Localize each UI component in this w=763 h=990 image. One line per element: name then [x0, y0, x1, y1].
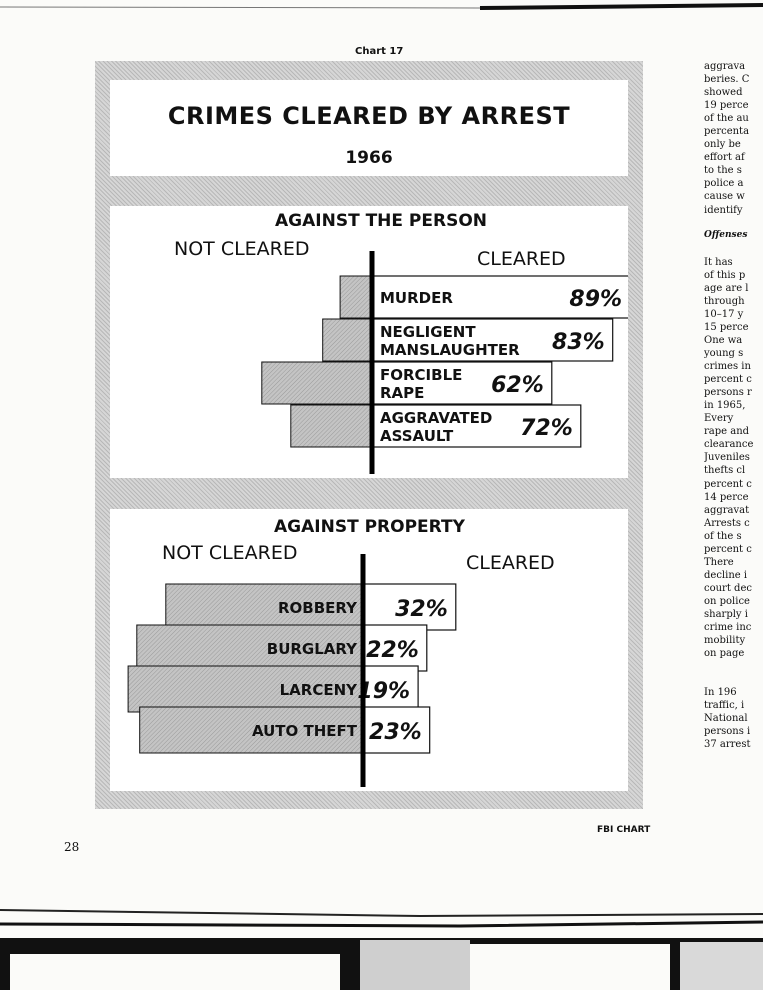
side-text-line: percenta	[704, 126, 750, 138]
data-label: 22%	[366, 638, 419, 663]
data-label: 62%	[491, 373, 544, 398]
person-panel	[110, 206, 628, 478]
property-cleared-label: CLEARED	[466, 552, 555, 574]
bar-not-cleared	[323, 319, 372, 361]
person-not-cleared-label: NOT CLEARED	[174, 238, 310, 260]
category-label: MURDER	[380, 289, 453, 307]
side-text-line: Every	[704, 413, 734, 425]
side-text-line: aggravat	[704, 504, 750, 516]
property-bar-chart	[110, 509, 628, 791]
side-text-line: crime inc	[704, 622, 752, 634]
side-text-line: 19 perce	[704, 100, 749, 112]
side-text-line: persons r	[704, 387, 752, 399]
category-label: AUTO THEFT	[251, 722, 357, 740]
category-label: RAPE	[380, 384, 425, 402]
side-text-line: crimes in	[704, 361, 751, 373]
data-label: 83%	[552, 330, 605, 355]
side-text-line: on police	[704, 595, 750, 607]
side-text-line: thefts cl	[704, 465, 746, 477]
chart-title: CRIMES CLEARED BY ARREST	[167, 102, 571, 130]
category-label: ASSAULT	[380, 427, 454, 445]
bottom-edge-shadow	[0, 880, 763, 990]
side-text-line: age are l	[704, 282, 749, 294]
bar-not-cleared	[291, 405, 372, 447]
data-label: 89%	[569, 287, 623, 312]
data-label: 32%	[395, 597, 448, 622]
side-text-line: There	[704, 556, 734, 568]
data-label: 19%	[357, 679, 411, 704]
chart-caption: Chart 17	[355, 46, 404, 57]
side-text-line: decline i	[704, 569, 748, 581]
side-text-line: Arrests c	[704, 517, 750, 529]
side-text-line: of the s	[704, 530, 742, 542]
side-text-line: percent c	[704, 543, 752, 555]
side-text-line: rape and	[704, 426, 750, 438]
side-text-line: beries. C	[704, 74, 750, 86]
side-text-line: In 196	[704, 687, 737, 699]
side-text-line: only be	[704, 139, 741, 151]
side-text-line: effort af	[704, 152, 745, 164]
page-number: 28	[64, 840, 80, 854]
side-text-line	[704, 217, 763, 230]
side-text-line: police a	[704, 178, 744, 190]
side-text-line: 14 perce	[704, 491, 749, 503]
data-label: 23%	[369, 720, 422, 745]
side-text-line: of this p	[704, 269, 746, 281]
side-text-line: aggrava	[704, 61, 746, 72]
side-text-line: to the s	[704, 165, 742, 177]
side-text-line: 15 perce	[704, 321, 749, 333]
category-label: MANSLAUGHTER	[380, 341, 520, 359]
side-text-line: One wa	[704, 334, 743, 346]
side-text-line: on page	[704, 648, 745, 660]
chart-frame	[95, 61, 643, 809]
bar-group	[262, 362, 552, 404]
side-text-line: 10–17 y	[704, 308, 744, 320]
category-label: AGGRAVATED	[380, 409, 493, 427]
side-text-line: persons i	[704, 726, 751, 738]
side-text-line: clearance	[704, 439, 754, 451]
side-text-line: identify	[704, 204, 743, 216]
property-not-cleared-label: NOT CLEARED	[162, 542, 298, 564]
category-label: NEGLIGENT	[380, 323, 476, 341]
side-text-line: showed	[704, 87, 743, 99]
side-column-text	[704, 60, 763, 751]
person-bar-chart	[110, 206, 628, 478]
side-text-line: Juveniles	[704, 452, 750, 464]
side-text-line: through	[704, 295, 745, 307]
category-label: LARCENY	[279, 681, 357, 699]
title-panel	[110, 80, 628, 176]
side-text-line: mobility	[704, 635, 746, 647]
side-text-line	[704, 673, 763, 686]
category-label: BURGLARY	[266, 640, 357, 658]
page-top-rule	[0, 0, 763, 14]
side-text-line: 37 arrest	[704, 739, 751, 751]
chart-year: 1966	[345, 148, 393, 168]
bar-group	[137, 625, 427, 671]
side-text-line: percent c	[704, 374, 752, 386]
bar-not-cleared	[340, 276, 372, 318]
side-text-line	[704, 243, 763, 256]
bar-group	[291, 405, 581, 447]
side-text-line: traffic, i	[704, 700, 745, 712]
side-text-line: in 1965,	[704, 400, 746, 412]
side-text-line: sharply i	[704, 608, 748, 620]
property-heading: AGAINST PROPERTY	[274, 517, 465, 537]
side-text-line: cause w	[704, 191, 745, 203]
bar-group	[140, 707, 430, 753]
side-text-line	[704, 660, 763, 673]
side-text-line: young s	[704, 348, 744, 360]
person-heading: AGAINST THE PERSON	[275, 211, 488, 231]
bar-group	[128, 666, 418, 712]
side-text-line: It has	[704, 256, 733, 268]
bar-group	[323, 319, 613, 361]
bar-group	[340, 276, 628, 318]
side-text-line: of the au	[704, 113, 749, 125]
property-panel	[110, 509, 628, 791]
side-text-line: court dec	[704, 582, 752, 594]
credit-line: FBI CHART	[597, 825, 651, 835]
bar-group	[166, 584, 456, 630]
data-label: 72%	[520, 416, 573, 441]
category-label: ROBBERY	[277, 599, 357, 617]
bar-not-cleared	[262, 362, 372, 404]
person-cleared-label: CLEARED	[477, 248, 566, 270]
side-text-line: National	[704, 713, 748, 725]
category-label: FORCIBLE	[380, 366, 463, 384]
side-text-line: Offenses	[704, 229, 748, 240]
side-text-line: percent c	[704, 478, 752, 490]
